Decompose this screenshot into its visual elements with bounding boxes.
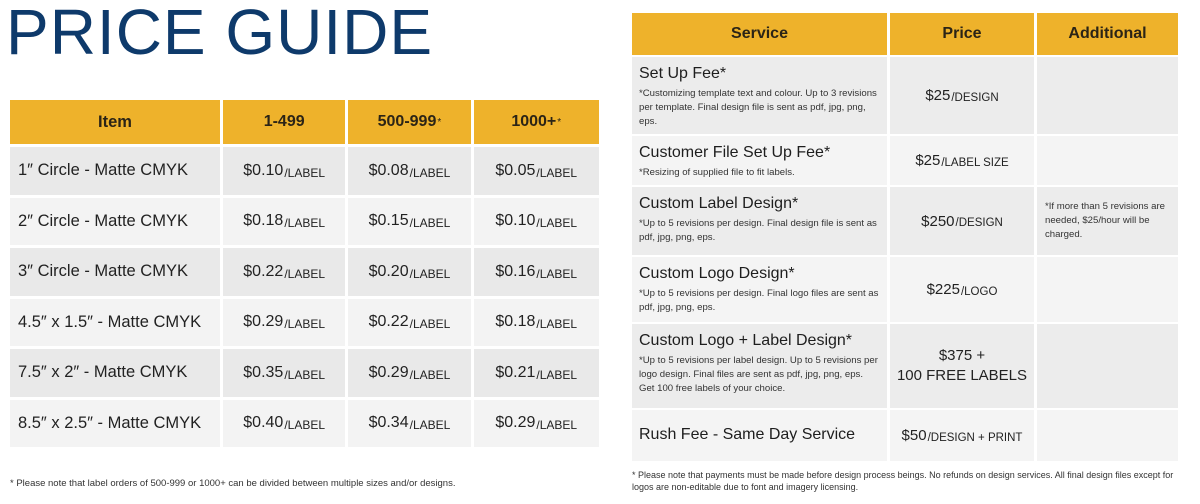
price-unit: /LABEL bbox=[284, 216, 326, 231]
item-name: 8.5″ x 2.5″ - Matte CMYK bbox=[10, 400, 223, 448]
service-additional bbox=[1037, 257, 1178, 322]
label-table-footnote: * Please note that label orders of 500-999 or 1000+ can be divided between multiple sizes and/or designs. bbox=[10, 478, 456, 489]
price-cell-qty-1 bbox=[223, 349, 348, 397]
table-row bbox=[10, 397, 599, 448]
price-cell-qty-1 bbox=[223, 198, 348, 246]
service-name: Customer File Set Up Fee* bbox=[639, 144, 831, 161]
price-amount: $0.29 bbox=[495, 414, 536, 432]
price-amount: $0.10 bbox=[243, 161, 284, 179]
price-cell-qty-3 bbox=[474, 349, 599, 397]
header-qty-1-label: 1-499 bbox=[263, 113, 305, 130]
header-qty-2 bbox=[348, 100, 473, 144]
service-price-table bbox=[632, 13, 1178, 461]
price-unit: /LABEL bbox=[536, 317, 578, 332]
price-cell-qty-1 bbox=[223, 147, 348, 195]
price-cell-qty-1 bbox=[223, 248, 348, 296]
page-title: PRICE GUIDE bbox=[6, 0, 434, 68]
table-row bbox=[10, 346, 599, 397]
header-qty-2-footnote-mark: * bbox=[437, 116, 442, 128]
price-amount: $0.40 bbox=[243, 414, 284, 432]
price-unit: /LABEL bbox=[284, 165, 326, 180]
price-unit: /LABEL bbox=[284, 418, 326, 433]
price-cell-qty-2 bbox=[348, 198, 473, 246]
service-row-rush-fee bbox=[632, 408, 1178, 461]
service-price bbox=[890, 57, 1037, 134]
service-cell bbox=[632, 136, 890, 185]
price-unit: /LABEL bbox=[536, 216, 578, 231]
service-table-footnote: * Please note that payments must be made before design process beings. No refunds on design services. All final design files except for logos are non-editable due to font and imagery licensing. bbox=[632, 470, 1174, 492]
service-price bbox=[890, 324, 1037, 408]
item-name: 1″ Circle - Matte CMYK bbox=[10, 147, 223, 195]
service-additional bbox=[1037, 324, 1178, 408]
price-amount: $25 bbox=[925, 87, 951, 104]
header-price bbox=[890, 13, 1037, 55]
item-name: 2″ Circle - Matte CMYK bbox=[10, 198, 223, 246]
price-amount: $0.35 bbox=[243, 363, 284, 381]
service-description: *Up to 5 revisions per label design. Up to 5 revisions per logo design. Final files are sent as pdf, jpg, png, eps. Get 100 free labels of your choice. bbox=[639, 355, 878, 394]
price-cell-qty-2 bbox=[348, 400, 473, 448]
price-cell-qty-2 bbox=[348, 248, 473, 296]
price-cell-qty-3 bbox=[474, 198, 599, 246]
service-row-custom-label bbox=[632, 185, 1178, 255]
header-service-label: Service bbox=[731, 25, 788, 42]
price-cell-qty-3 bbox=[474, 248, 599, 296]
price-amount: $0.05 bbox=[495, 161, 536, 179]
label-table-header bbox=[10, 100, 599, 144]
price-amount: $0.16 bbox=[495, 262, 536, 280]
price-cell-qty-3 bbox=[474, 400, 599, 448]
price-cell-qty-2 bbox=[348, 349, 473, 397]
price-cell-qty-1 bbox=[223, 299, 348, 347]
service-row-setup-fee bbox=[632, 55, 1178, 134]
price-unit: /LABEL bbox=[409, 418, 451, 433]
service-additional bbox=[1037, 410, 1178, 461]
header-qty-2-label: 500-999 bbox=[377, 113, 437, 130]
header-item bbox=[10, 100, 223, 144]
header-additional bbox=[1037, 13, 1178, 55]
header-additional-label: Additional bbox=[1068, 25, 1147, 42]
service-price bbox=[890, 187, 1037, 255]
header-qty-3-label: 1000+ bbox=[511, 113, 557, 130]
price-bonus: 100 FREE LABELS bbox=[896, 367, 1028, 384]
header-service bbox=[632, 13, 890, 55]
item-name: 4.5″ x 1.5″ - Matte CMYK bbox=[10, 299, 223, 347]
header-price-label: Price bbox=[942, 25, 982, 42]
price-amount: $0.15 bbox=[368, 212, 409, 230]
service-additional: *If more than 5 revisions are needed, $25/hour will be charged. bbox=[1037, 187, 1178, 255]
header-qty-3 bbox=[474, 100, 599, 144]
price-amount: $0.18 bbox=[243, 212, 284, 230]
price-cell-qty-3 bbox=[474, 147, 599, 195]
price-unit: /LOGO bbox=[960, 285, 998, 298]
service-table-header bbox=[632, 13, 1178, 55]
price-unit: /LABEL bbox=[409, 266, 451, 281]
header-qty-1 bbox=[223, 100, 348, 144]
table-row bbox=[10, 195, 599, 246]
price-unit: /LABEL bbox=[409, 367, 451, 382]
service-description: *Customizing template text and colour. Up to 3 revisions per template. Final design file is sent as pdf, jpg, png, eps. bbox=[639, 88, 877, 127]
service-row-customer-file bbox=[632, 134, 1178, 185]
service-description: *Up to 5 revisions per design. Final design file is sent as pdf, jpg, png, eps. bbox=[639, 218, 877, 243]
service-price bbox=[890, 257, 1037, 322]
price-unit: /LABEL bbox=[409, 165, 451, 180]
price-unit: /LABEL bbox=[409, 216, 451, 231]
price-unit: /LABEL bbox=[284, 367, 326, 382]
price-unit: /DESIGN bbox=[955, 217, 1003, 229]
service-additional bbox=[1037, 136, 1178, 185]
price-unit: /DESIGN + PRINT bbox=[927, 431, 1023, 444]
price-unit: /LABEL bbox=[536, 367, 578, 382]
service-description: *Up to 5 revisions per design. Final logo files are sent as pdf, jpg, png, eps. bbox=[639, 288, 879, 313]
price-amount: $225 bbox=[926, 281, 960, 298]
price-amount: $0.10 bbox=[495, 212, 536, 230]
price-unit: /LABEL bbox=[409, 317, 451, 332]
header-item-label: Item bbox=[98, 112, 132, 131]
price-cell-qty-2 bbox=[348, 299, 473, 347]
price-amount: $0.34 bbox=[368, 414, 409, 432]
service-cell bbox=[632, 257, 890, 322]
service-description: *Resizing of supplied file to fit labels. bbox=[639, 167, 795, 178]
price-amount: $0.22 bbox=[368, 313, 409, 331]
price-amount: $25 bbox=[915, 152, 941, 169]
service-name: Set Up Fee* bbox=[639, 65, 727, 82]
price-unit: /DESIGN bbox=[951, 91, 999, 104]
price-amount: $0.22 bbox=[243, 262, 284, 280]
service-cell bbox=[632, 57, 890, 134]
header-qty-3-footnote-mark: * bbox=[557, 116, 562, 128]
price-amount: $50 bbox=[901, 427, 927, 444]
price-amount: $375 + bbox=[938, 347, 986, 364]
service-name: Custom Label Design* bbox=[639, 195, 799, 212]
price-amount: $0.18 bbox=[495, 313, 536, 331]
service-name: Custom Logo Design* bbox=[639, 265, 795, 282]
service-name: Custom Logo + Label Design* bbox=[639, 332, 853, 349]
price-cell-qty-2 bbox=[348, 147, 473, 195]
label-price-table bbox=[10, 100, 599, 447]
service-price bbox=[890, 136, 1037, 185]
price-amount: $0.20 bbox=[368, 262, 409, 280]
price-cell-qty-1 bbox=[223, 400, 348, 448]
price-unit: /LABEL SIZE bbox=[941, 156, 1009, 169]
price-unit: /LABEL bbox=[284, 317, 326, 332]
service-row-custom-logo bbox=[632, 255, 1178, 322]
service-cell bbox=[632, 324, 890, 408]
price-amount: $0.29 bbox=[243, 313, 284, 331]
price-amount: $0.29 bbox=[368, 363, 409, 381]
price-cell-qty-3 bbox=[474, 299, 599, 347]
price-unit: /LABEL bbox=[536, 165, 578, 180]
item-name: 7.5″ x 2″ - Matte CMYK bbox=[10, 349, 223, 397]
price-amount: $0.08 bbox=[368, 161, 409, 179]
item-name: 3″ Circle - Matte CMYK bbox=[10, 248, 223, 296]
price-unit: /LABEL bbox=[284, 266, 326, 281]
service-cell bbox=[632, 187, 890, 255]
price-amount: $250 bbox=[921, 212, 955, 230]
table-row bbox=[10, 296, 599, 347]
price-amount: $0.21 bbox=[495, 363, 536, 381]
table-row bbox=[10, 144, 599, 195]
table-row bbox=[10, 245, 599, 296]
service-name: Rush Fee - Same Day Service bbox=[639, 425, 856, 443]
service-row-logo-plus-label bbox=[632, 322, 1178, 408]
price-unit: /LABEL bbox=[536, 266, 578, 281]
service-price bbox=[890, 410, 1037, 461]
service-cell bbox=[632, 410, 890, 461]
price-unit: /LABEL bbox=[536, 418, 578, 433]
service-additional bbox=[1037, 57, 1178, 134]
